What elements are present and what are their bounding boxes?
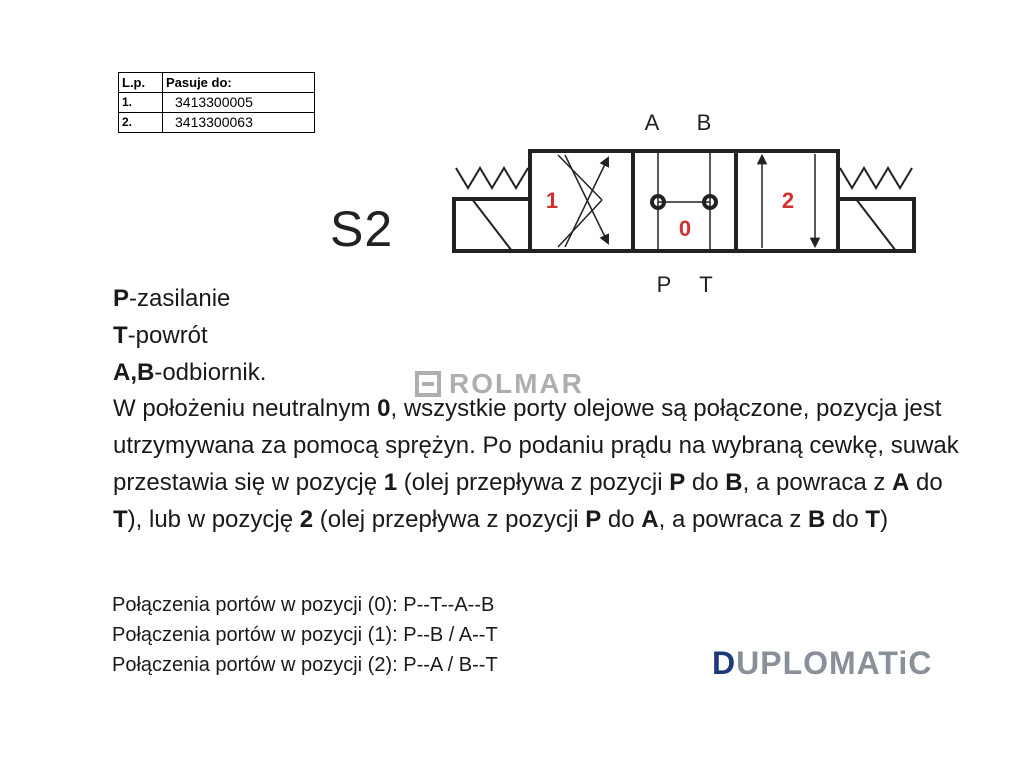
valve-schematic	[440, 100, 920, 300]
rolmar-logo-icon	[415, 371, 441, 397]
right-solenoid	[838, 199, 914, 251]
description-run: do	[909, 469, 943, 496]
compatibility-table	[118, 72, 315, 133]
position-label-2: 2	[781, 188, 795, 213]
description-run: W położeniu neutralnym	[113, 395, 378, 422]
description-run: (olej przepływa z pozycji	[313, 506, 586, 533]
watermark-text: ROLMAR	[449, 368, 584, 399]
port-legend	[113, 280, 266, 391]
valve-code-label: S2	[330, 201, 394, 257]
description-bold-run: A	[641, 506, 659, 533]
table-row	[119, 93, 315, 113]
description-bold-run: 2	[299, 506, 314, 533]
legend-item: P-zasilanie	[113, 285, 231, 312]
description-bold-run: 1	[383, 469, 398, 496]
description-paragraph	[113, 390, 973, 538]
rolmar-watermark	[415, 368, 584, 400]
duplomatic-logo: DUPLOMATiC	[712, 645, 933, 681]
table-cell-lp: 1.	[119, 93, 163, 113]
description-run: (olej przepływa z pozycji	[397, 469, 670, 496]
description-run: do	[601, 506, 642, 533]
description-run: , wszystkie porty olejowe są połączone, pozycja jest utrzymywana za pomocą sprężyn. Po podaniu prądu na wybraną cewkę, suwak przestawia się w pozycję	[113, 395, 959, 496]
left-spring	[456, 168, 528, 188]
legend-item: A,B-odbiornik.	[113, 359, 267, 386]
port-label-t: T	[699, 272, 713, 297]
connection-line: Połączenia portów w pozycji (2): P--A / B--T	[112, 654, 498, 676]
description-run: do	[685, 469, 726, 496]
description-bold-run: A	[892, 469, 910, 496]
connection-line: Połączenia portów w pozycji (1): P--B / A--T	[112, 624, 498, 646]
connection-line: Połączenia portów w pozycji (0): P--T--A--B	[112, 594, 495, 616]
position-label-0: 0	[678, 216, 692, 241]
port-label-p: P	[656, 272, 672, 297]
left-solenoid	[454, 199, 530, 251]
description-bold-run: B	[808, 506, 826, 533]
table-header-lp: L.p.	[119, 73, 163, 93]
description-bold-run: 0	[377, 395, 391, 422]
right-spring	[840, 168, 912, 188]
table-cell-code: 3413300005	[163, 93, 315, 113]
description-run: )	[880, 506, 889, 533]
description-bold-run: T	[113, 506, 128, 533]
port-label-a: A	[644, 110, 660, 135]
port-connections-list	[112, 590, 498, 680]
arrow-p-to-b	[565, 158, 608, 247]
description-run: do	[825, 506, 866, 533]
description-run: ), lub w pozycję	[127, 506, 300, 533]
table-header-row	[119, 73, 315, 93]
description-bold-run: T	[865, 506, 881, 533]
table-cell-code: 3413300063	[163, 113, 315, 133]
description-bold-run: B	[725, 469, 743, 496]
legend-item: T-powrót	[113, 322, 208, 349]
description-bold-run: P	[585, 506, 602, 533]
table-row	[119, 113, 315, 133]
description-bold-run: P	[669, 469, 686, 496]
table-header-fits: Pasuje do:	[163, 73, 315, 93]
description-run: , a powraca z	[742, 469, 893, 496]
description-run: , a powraca z	[658, 506, 809, 533]
table-cell-lp: 2.	[119, 113, 163, 133]
port-label-b: B	[696, 110, 712, 135]
position-label-1: 1	[545, 188, 559, 213]
